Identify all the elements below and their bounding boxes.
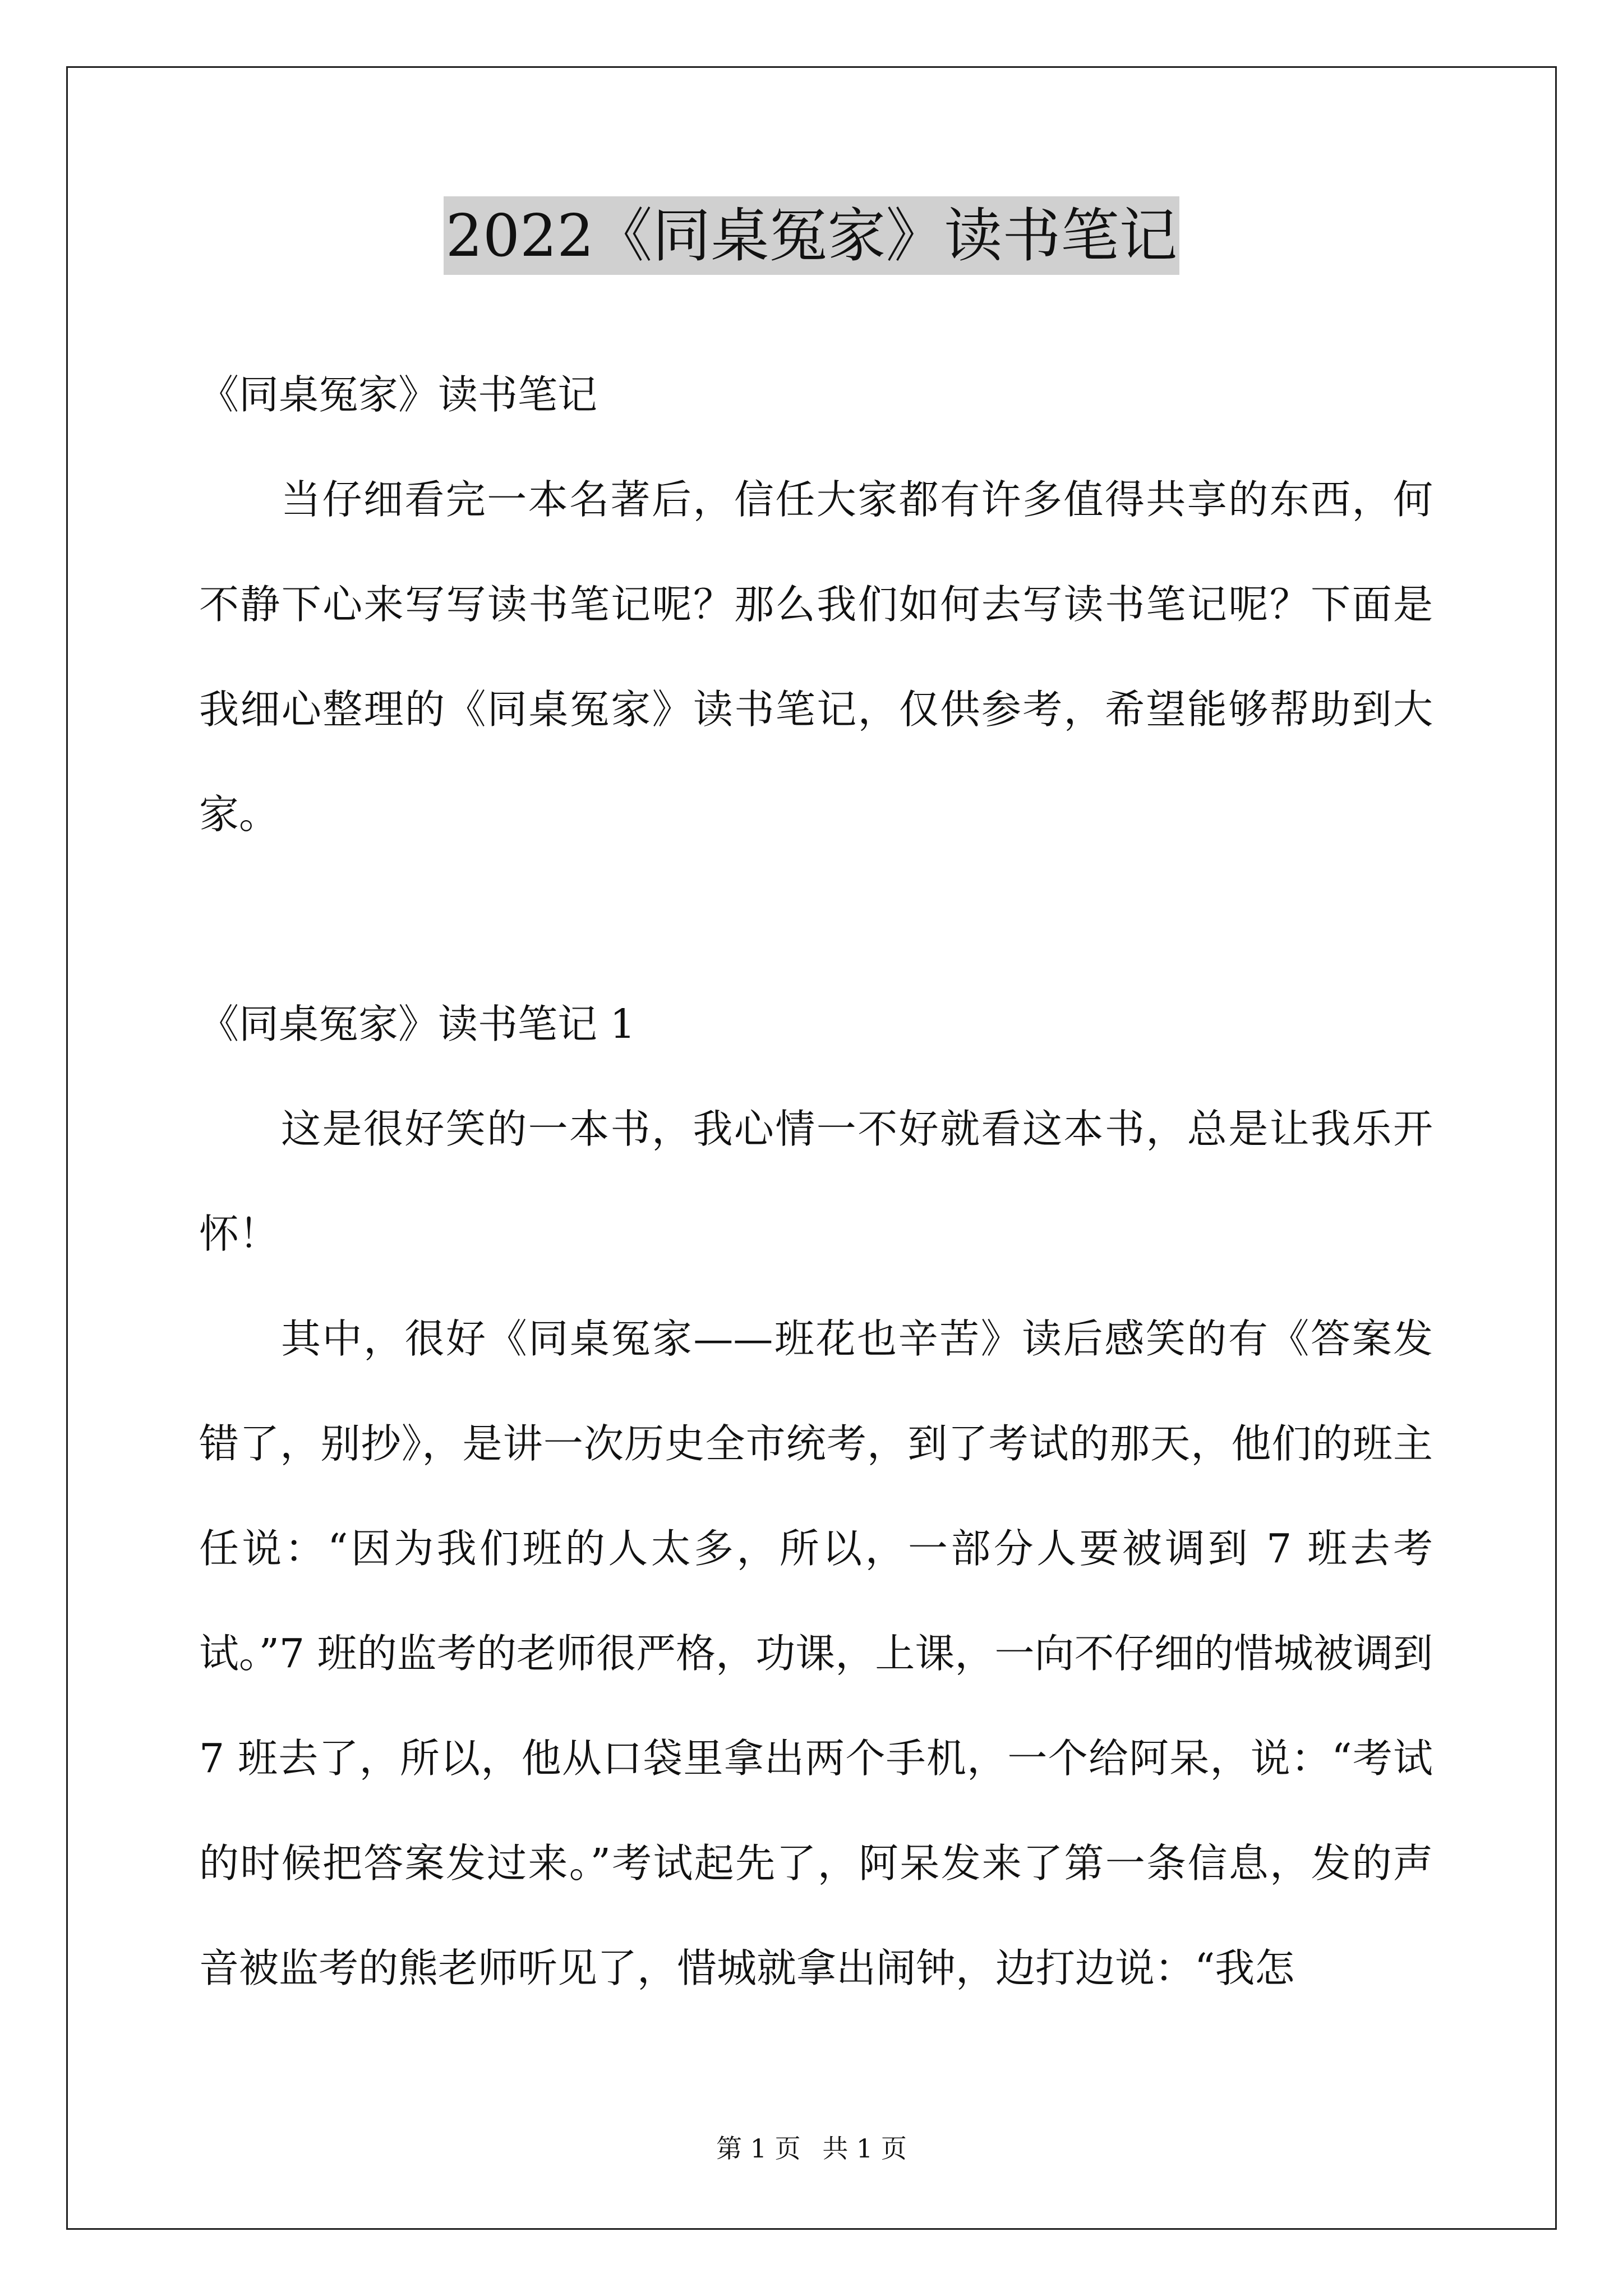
- section-heading: 《同桌冤家》读书笔记 1: [199, 1001, 635, 1047]
- page-footer: [0, 2132, 1623, 2165]
- document-body: [199, 342, 1433, 2021]
- paragraph-1: 这是很好笑的一本书，我心情一不好就看这本书，总是让我乐开怀！: [199, 1106, 1433, 1257]
- section-gap: [199, 867, 1433, 972]
- subtitle: 《同桌冤家》读书笔记: [199, 371, 598, 418]
- page-total: 共 1 页: [822, 2133, 907, 2164]
- paragraph-2: 其中，很好《同桌冤家——班花也辛苦》读后感笑的有《答案发错了，别抄》，是讲一次历史全市统考，到了考试的那天，他们的班主任说：“因为我们班的人太多，所以，一部分人要被调到 7 班去考试。”7 班的监考的老师很严格，功课，上课，一向不仔细的惜城被调到 7 班去了，所以，他从口袋里拿出两个手机，一个给阿呆，说：“考试的时候把答案发过来。”考试起先了，阿呆发来了第一条信息，发的声音被监考的熊老师听见了，惜城就拿出闹钟，边打边说：“我怎: [199, 1315, 1433, 1991]
- document-title: 2022《同桌冤家》读书笔记: [444, 196, 1180, 275]
- page-number: 第 1 页: [716, 2133, 801, 2164]
- title-wrap: [0, 196, 1623, 275]
- intro-paragraph: 当仔细看完一本名著后，信任大家都有许多值得共享的东西，何不静下心来写写读书笔记呢？那么我们如何去写读书笔记呢？下面是我细心整理的《同桌冤家》读书笔记，仅供参考，希望能够帮助到大家。: [199, 476, 1433, 838]
